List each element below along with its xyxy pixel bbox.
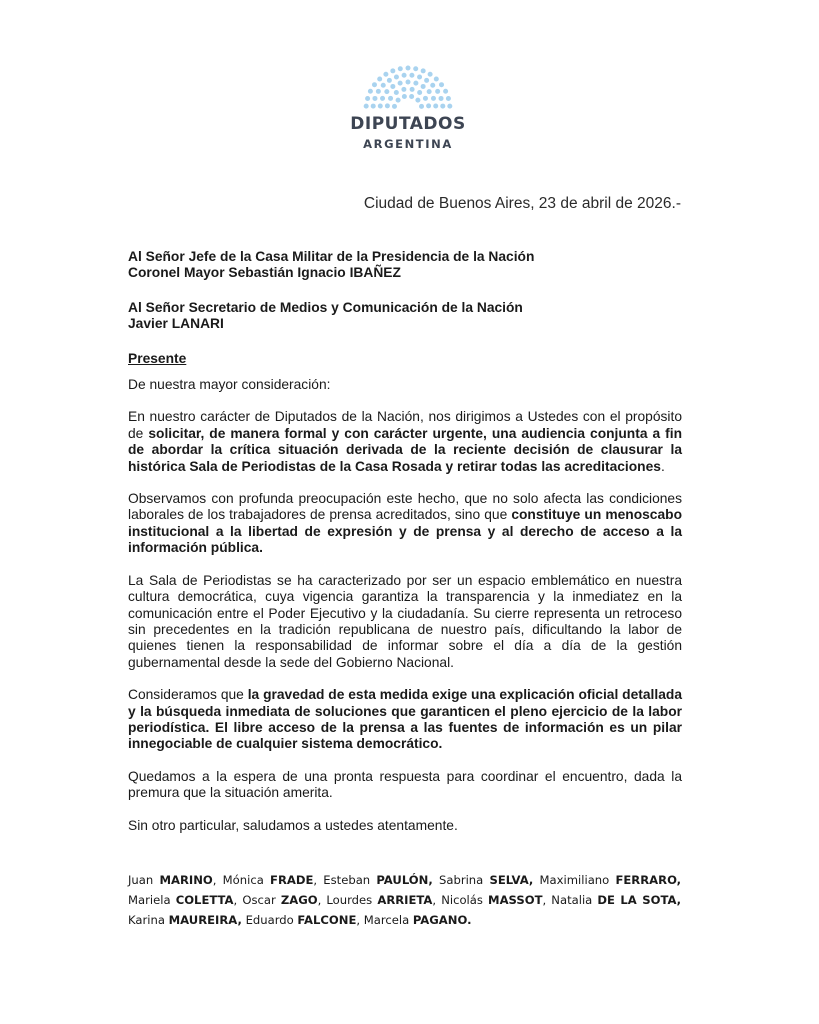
hemicycle-seat-dot [390, 68, 395, 73]
signatory-last-name: SELVA, [489, 873, 534, 887]
logo-country: ARGENTINA [363, 137, 453, 151]
signatory-last-name: MASSOT [488, 893, 543, 907]
body-paragraph [128, 818, 682, 834]
hemicycle-seat-dot [428, 72, 433, 77]
hemicycle-seat-dot [401, 87, 406, 92]
hemicycle-seat-dot [384, 89, 389, 94]
hemicycle-seat-dot [402, 73, 407, 78]
hemicycle-seat-dot [394, 90, 399, 95]
addressee-1-title: Al Señor Jefe de la Casa Militar de la Presidencia de la Nación [128, 249, 535, 264]
signatory [551, 893, 681, 907]
hemicycle-seat-dot [409, 94, 414, 99]
hemicycle-seat-dot [394, 74, 399, 79]
signatory-first-name: Nicolás [441, 893, 483, 907]
diputados-logo [318, 62, 498, 151]
signatory [323, 873, 432, 887]
hemicycle-seat-dot [439, 96, 444, 101]
signatory-first-name: Esteban [323, 873, 371, 887]
hemicycle-seat-dot [410, 87, 415, 92]
hemicycle-seat-dot [402, 94, 407, 99]
signatory-first-name: Juan [128, 873, 154, 887]
body-paragraph [128, 409, 682, 475]
text-run: Quedamos a la espera de una pronta respuesta para coordinar el encuentro, dada la premura que la situación amerita. [128, 768, 682, 801]
hemicycle-seat-dot [406, 80, 411, 85]
hemicycle-seat-dot [433, 104, 438, 109]
hemicycle-seat-dot [387, 78, 392, 83]
signatory-last-name: ARRIETA [377, 893, 433, 907]
addressee-2-name: Javier LANARI [128, 316, 224, 332]
text-run: Consideramos que [128, 687, 248, 703]
signatory [364, 913, 472, 927]
addressee-2 [128, 300, 682, 333]
addressee-2-title: Al Señor Secretario de Medios y Comunicación de la Nación [128, 299, 523, 315]
signatory [128, 893, 234, 907]
hemicycle-seat-dot [419, 104, 424, 109]
hemicycle-seat-dot [421, 84, 426, 89]
hemicycle-seat-dot [439, 82, 444, 87]
letter-body [128, 249, 682, 850]
hemicycle-seat-dot [381, 83, 386, 88]
body-paragraph [128, 687, 682, 753]
hemicycle-seat-dot [377, 76, 382, 81]
hemicycle-seat-dot [372, 82, 377, 87]
hemicycle-seat-dot [421, 68, 426, 73]
hemicycle-seat-dot [372, 96, 377, 101]
signatory-first-name: Natalia [551, 893, 593, 907]
signatory-first-name: Sabrina [439, 873, 484, 887]
text-run: Observamos con profunda preocupación este hecho, que no solo afecta las condiciones laborales de los trabajadores de prensa acreditados, sino que [128, 491, 682, 523]
hemicycle-seat-dot [368, 89, 373, 94]
date-line: Ciudad de Buenos Aires, 23 de abril de 2026.- [363, 195, 681, 212]
signatory [441, 893, 542, 907]
hemicycle-seat-dot [435, 89, 440, 94]
signatory [326, 893, 432, 907]
signatory [246, 913, 357, 927]
signatories: Juan MARINO, Mónica FRADE, Esteban PAULÓN, Sabrina SELVA, Maximiliano FERRARO, Mariela COLETTA, Oscar ZAGO, Lourdes ARRIETA, Nicolás MASSOT, Natalia DE LA SOTA, Karina MAUREIRA, Eduardo FALCONE, Marcela PAGANO. [128, 873, 682, 927]
hemicycle-seat-dot [388, 96, 393, 101]
hemicycle-seat-dot [383, 72, 388, 77]
bold-text: constituye un menoscabo institucional a la libertad de expresión y de prensa y al derecho de acceso a la información pública. [128, 507, 682, 556]
signatory [540, 873, 682, 887]
hemicycle-seat-dot [413, 66, 418, 71]
signatory-last-name: PAULÓN, [376, 873, 433, 887]
signatory-last-name: FERRARO, [615, 873, 682, 887]
signatory [223, 873, 314, 887]
signatory-last-name: PAGANO. [412, 913, 472, 927]
signatory [242, 893, 317, 907]
text-run: . [660, 458, 665, 474]
text-run: La Sala de Periodistas se ha caracterizado por ser un espacio emblemático en nuestra cultura democrática, cuya vigencia garantiza la transparencia y la inmediatez en la comunicación entre el Poder Ejecutivo y la ciudadanía. Su cierre representa un retroceso sin precedentes en la tradición republicana de nuestro país, dificultando la labor de quienes tienen la responsabilidad de informar sobre el día a día de la gestión gubernamental desde la sede del Gobierno Nacional. [128, 572, 682, 670]
hemicycle-seat-dot [440, 104, 445, 109]
body-paragraphs [128, 409, 682, 834]
hemicycle-seat-dot [415, 98, 420, 103]
body-paragraph [128, 491, 682, 557]
hemicycle-seat-dot [378, 104, 383, 109]
signatory-last-name: DE LA SOTA, [597, 893, 682, 907]
signatory-first-name: Lourdes [326, 893, 373, 907]
presente-heading: Presente [128, 350, 187, 366]
hemicycle-seat-dot [431, 96, 436, 101]
signatory-first-name: Mariela [128, 893, 171, 907]
signatory [439, 873, 533, 887]
congress-hemicycle-icon [354, 62, 462, 112]
hemicycle-seat-dot [364, 104, 369, 109]
hemicycle-seat-dot [409, 73, 414, 78]
hemicycle-seat-dot [406, 66, 411, 71]
addressee-1-name: Coronel Mayor Sebastián Ignacio IBAÑEZ [128, 265, 401, 281]
signatory-last-name: FRADE [270, 873, 314, 887]
signatory-last-name: ZAGO [280, 893, 318, 907]
hemicycle-seat-dot [447, 104, 452, 109]
signatory-last-name: COLETTA [175, 893, 234, 907]
hemicycle-seat-dot [417, 74, 422, 79]
signatory-last-name: FALCONE [297, 913, 357, 927]
hemicycle-seat-dot [396, 98, 401, 103]
logo-name: DIPUTADOS [350, 114, 466, 134]
signatory [128, 913, 242, 927]
text-run: Sin otro particular, saludamos a ustedes atentamente. [128, 817, 458, 833]
hemicycle-seat-dot [392, 104, 397, 109]
hemicycle-seat-dot [385, 103, 390, 108]
signatory-first-name: Karina [128, 913, 165, 927]
hemicycle-seat-dot [398, 66, 403, 71]
hemicycle-seat-dot [434, 76, 439, 81]
bold-text: la gravedad de esta medida exige una explicación oficial detallada y la búsqueda inmediata de soluciones que garanticen el pleno ejercicio de la labor periodística. El libre acceso de la prensa a las fuentes de información es un pilar innegociable de cualquier sistema democrático. [128, 687, 682, 752]
hemicycle-seat-dot [365, 96, 370, 101]
hemicycle-seat-dot [443, 89, 448, 94]
hemicycle-seat-dot [446, 96, 451, 101]
hemicycle-seat-dot [424, 78, 429, 83]
signatory-last-name: MARINO [159, 873, 213, 887]
body-paragraph [128, 769, 682, 802]
signatory-first-name: Oscar [242, 893, 276, 907]
hemicycle-seat-dot [398, 81, 403, 86]
hemicycle-seat-dot [423, 96, 428, 101]
addressee-1 [128, 249, 682, 282]
greeting: De nuestra mayor consideración: [128, 377, 331, 393]
body-paragraph [128, 573, 682, 671]
hemicycle-seat-dot [417, 90, 422, 95]
hemicycle-seat-dot [427, 89, 432, 94]
signatory-last-name: MAUREIRA, [168, 913, 242, 927]
signatory-first-name: Marcela [363, 913, 410, 927]
hemicycle-seat-dot [390, 84, 395, 89]
signatory-first-name: Eduardo [245, 913, 294, 927]
hemicycle-seat-dot [371, 104, 376, 109]
hemicycle-seat-dot [413, 81, 418, 86]
text-run: En nuestro carácter de Diputados de la Nación, nos dirigimos a Ustedes con el propósito de [128, 409, 682, 441]
signatory-first-name: Mónica [222, 873, 264, 887]
signatory-first-name: Maximiliano [539, 873, 610, 887]
hemicycle-seat-dot [376, 89, 381, 94]
hemicycle-seat-dot [426, 103, 431, 108]
hemicycle-seat-dot [380, 96, 385, 101]
hemicycle-seat-dot [430, 83, 435, 88]
bold-text: solicitar, de manera formal y con carácter urgente, una audiencia conjunta a fin de abordar la crítica situación derivada de la reciente decisión de clausurar la histórica Sala de Periodistas de la Casa Rosada y retirar todas las acreditaciones [128, 425, 683, 474]
signatory [128, 873, 213, 887]
